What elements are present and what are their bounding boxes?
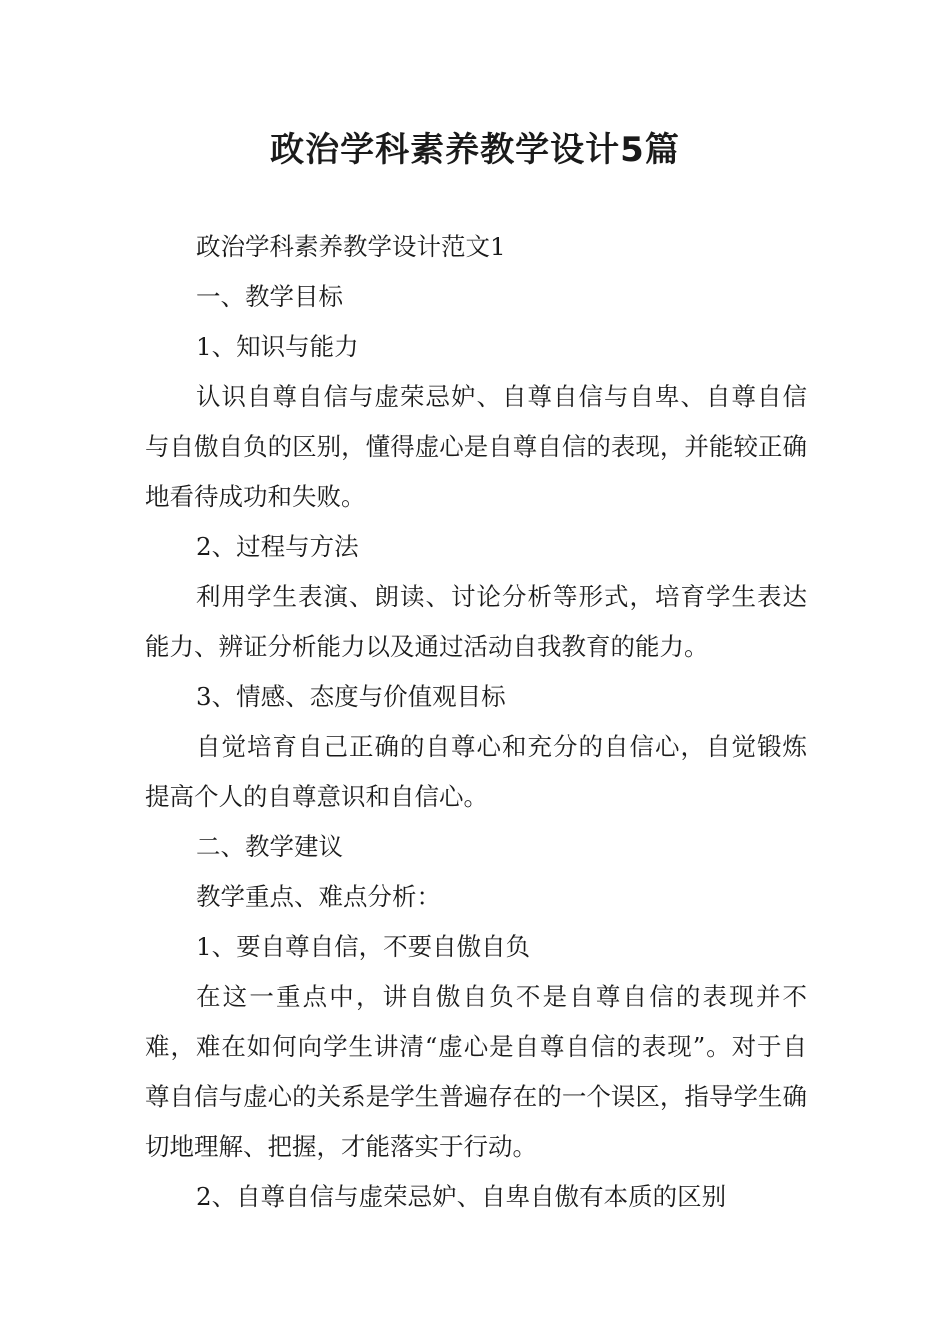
paragraph-section-heading: 政治学科素养教学设计范文1 xyxy=(196,232,506,261)
paragraph-subheading-knowledge: 1、知识与能力 xyxy=(196,332,359,361)
paragraph-heading-objectives: 一、教学目标 xyxy=(196,282,343,311)
paragraph-knowledge-text: 认识自尊自信与虚荣忌妒、自尊自信与自卑、自尊自信与自傲自负的区别，懂得虚心是自尊自信的表现，并能较正确地看待成功和失败。 xyxy=(145,382,807,511)
paragraph-subheading-emotion: 3、情感、态度与价值观目标 xyxy=(196,682,506,711)
paragraph-heading-suggestions: 二、教学建议 xyxy=(196,832,343,861)
paragraph-point-one: 1、要自尊自信，不要自傲自负 xyxy=(196,932,531,961)
paragraph-subheading-process: 2、过程与方法 xyxy=(196,532,359,561)
document-title: 政治学科素养教学设计5篇 xyxy=(270,130,680,170)
paragraph-emotion-text: 自觉培育自己正确的自尊心和充分的自信心，自觉锻炼提高个人的自尊意识和自信心。 xyxy=(145,732,807,811)
document-body xyxy=(145,222,807,1222)
paragraph-point-two: 2、自尊自信与虚荣忌妒、自卑自傲有本质的区别 xyxy=(196,1182,727,1211)
paragraph-process-text: 利用学生表演、朗读、讨论分析等形式，培育学生表达能力、辨证分析能力以及通过活动自我教育的能力。 xyxy=(145,582,807,661)
paragraph-key-points-label: 教学重点、难点分析： xyxy=(196,882,441,911)
paragraph-point-one-text: 在这一重点中，讲自傲自负不是自尊自信的表现并不难，难在如何向学生讲清“虚心是自尊自信的表现”。对于自尊自信与虚心的关系是学生普遍存在的一个误区，指导学生确切地理解、把握，才能落实于行动。 xyxy=(145,982,807,1161)
